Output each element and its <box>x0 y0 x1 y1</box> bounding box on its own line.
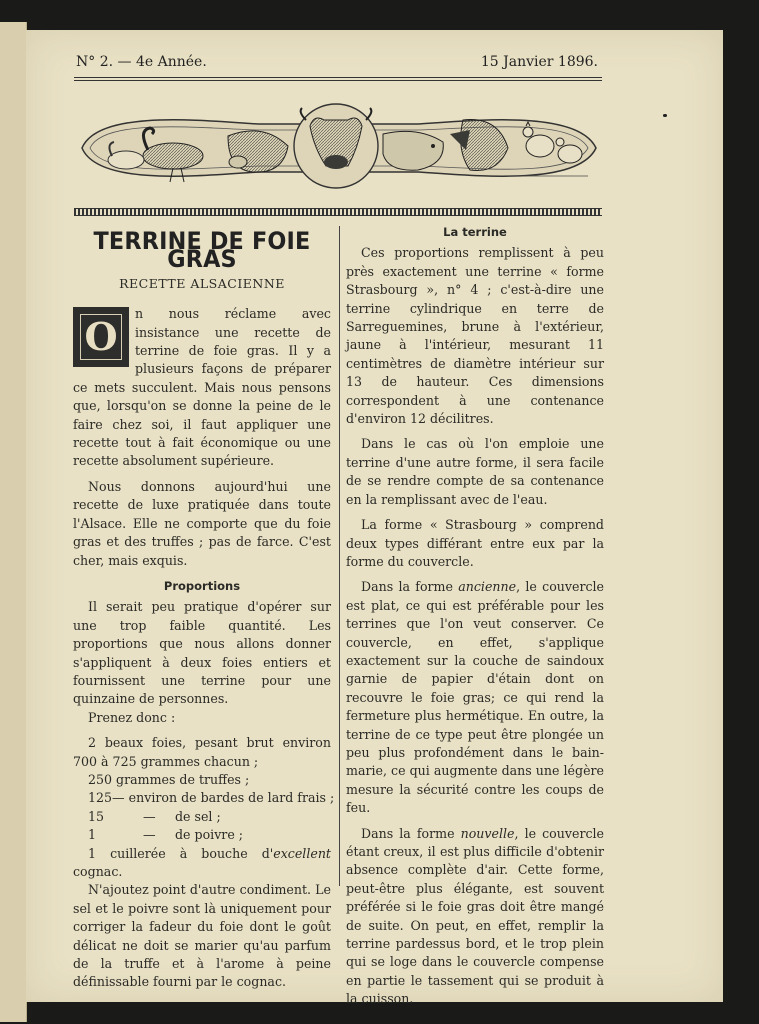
ingredient-line: 1 cuillerée à bouche d'excellent cognac. <box>73 845 331 879</box>
terrine-paragraph: Ces proportions remplissent à peu près exactement une terrine « forme Strasbourg », n° 4 ; c'est-à-dire une terrine cylindrique en terre de Sarreguemines, brune à l'extérieur, jaune à l'intérieur, mesurant 11 centimètres de diamètre intérieur sur 13 de hauteur. Ces dimensions correspondent à une contenance d'environ 12 décilitres. <box>346 245 604 427</box>
ingredient-line: 15 — de sel ; <box>88 808 221 824</box>
cow-head-icon <box>294 104 378 188</box>
section-heading-proportions: Proportions <box>163 578 241 593</box>
farm-animals-banner <box>78 90 600 206</box>
intro-paragraph: n nous réclame avec insistance une recette de terrine de foie gras. Il y a plusieurs façons de préparer ce mets succulent. Mais nous pensons que, lorsqu'on se donne la peine de le faire chez soi, il faut appliquer une recette tout à fait économique ou une recette absolument supérieure. <box>73 306 331 469</box>
terrine-paragraph: Dans la forme nouvelle, le couvercle étant creux, il est plus difficile d'obtenir absence complète d'air. Cette forme, peut-être plus élégante, est souvent préférée si le foie gras doit être mangé de suite. On peut, en effet, remplir la terrine pardessus bord, et le trop plein qui se loge dans le couvercle compense en partie le tassement qui se produit à la cuisson. <box>346 825 605 1007</box>
ingredient-line: 1 — de poivre ; <box>88 827 244 843</box>
intro-paragraph-2: Nous donnons aujourd'hui une recette de luxe pratiquée dans toute l'Alsace. Elle ne comporte que du foie gras et des truffes ; pas de farce. C'est cher, mais exquis. <box>73 478 331 568</box>
terrine-paragraph: Dans le cas où l'on emploie une terrine d'une autre forme, il sera facile de se rendre compte de sa contenance en la remplissant avec de l'eau. <box>346 436 604 507</box>
article-subtitle: RECETTE ALSACIENNE <box>119 275 285 291</box>
condiment-paragraph: N'ajoutez point d'autre condiment. Le sel et le poivre sont là uniquement pour corriger la fadeur du foie dont le goût délicat ne doit se marier qu'au parfum de la truffe et à l'arome à peine définissable fourni par le cognac. <box>73 882 331 990</box>
binding-edge <box>0 22 27 1022</box>
terrine-paragraph: La forme « Strasbourg » comprend deux types différant entre eux par la forme du couvercle. <box>346 517 604 569</box>
ingredient-line: 2 beaux foies, pesant brut environ 700 à 725 grammes chacun ; <box>73 735 331 769</box>
issue-number: N° 2. — 4e Année. <box>76 54 207 70</box>
ink-speck <box>663 114 667 117</box>
terrine-paragraph: Dans la forme ancienne, le couvercle est plat, ce qui est préférable pour les terrines que l'on veut conserver. Ce couvercle, en effet, s'applique exactement sur la couche de saindoux garnie de papier d'étain dont on recouvre le foie gras; ce qui rend la fermeture plus hermétique. En outre, la terrine de ce type peut être plongée un peu plus profondément dans le bain-marie, ce qui augmente dans une légère mesure la sécurité contre les coups de feu. <box>346 579 605 816</box>
section-heading-terrine: La terrine <box>443 225 507 239</box>
column-divider <box>339 226 340 886</box>
drop-cap: O <box>73 307 129 367</box>
banner-rule <box>74 208 602 216</box>
masthead-rule-2 <box>74 80 602 81</box>
masthead-rule <box>74 77 602 78</box>
proportions-paragraph: Il serait peu pratique d'opérer sur une trop faible quantité. Les proportions que nous allons donner s'appliquent à deux foies entiers et fournissent une terrine pour une quinzaine de personnes. <box>73 599 331 707</box>
ingredient-intro: Prenez donc : <box>88 709 176 725</box>
right-column <box>346 223 604 1009</box>
ingredient-line: 250 grammes de truffes ; <box>88 771 250 787</box>
article-title: TERRINE DE FOIE GRAS <box>93 227 311 274</box>
left-column <box>73 227 335 992</box>
issue-date: 15 Janvier 1896. <box>480 54 598 70</box>
ingredient-line: 125 — environ de bardes de lard frais ; <box>88 790 335 806</box>
masthead <box>76 54 598 74</box>
